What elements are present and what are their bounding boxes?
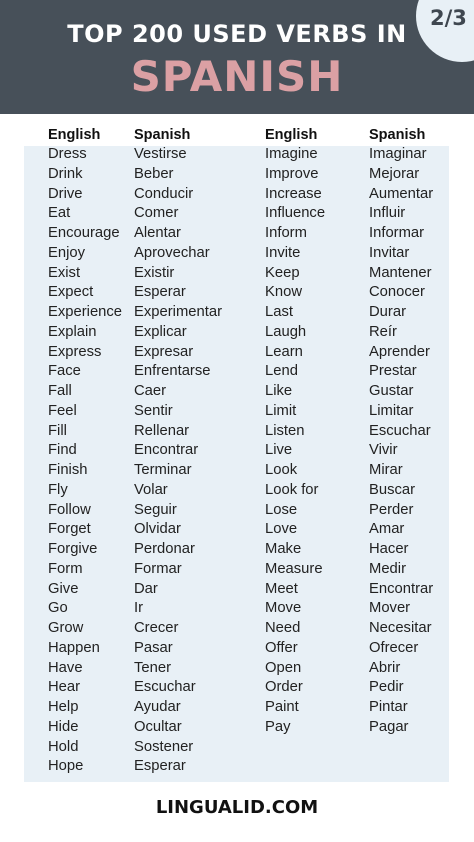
word-cell: Finish bbox=[48, 462, 88, 478]
word-cell: Hold bbox=[48, 738, 79, 755]
word-cell: Medir bbox=[369, 560, 406, 577]
word-cell: Have bbox=[48, 659, 83, 676]
word-cell: Feel bbox=[48, 402, 77, 419]
word-cell: Need bbox=[265, 620, 301, 636]
word-cell: Open bbox=[265, 659, 302, 676]
word-cell: Encourage bbox=[48, 225, 120, 241]
word-cell: Meet bbox=[265, 580, 298, 597]
word-cell: Follow bbox=[48, 501, 91, 518]
word-cell: Imaginar bbox=[369, 146, 427, 162]
word-cell: Explicar bbox=[134, 323, 187, 340]
word-cell: Hope bbox=[48, 758, 84, 775]
english-column-header: English bbox=[265, 127, 318, 143]
word-cell: Laugh bbox=[265, 323, 307, 340]
word-cell: Alentar bbox=[134, 225, 181, 241]
word-cell: Experience bbox=[48, 304, 123, 320]
word-cell: Order bbox=[265, 679, 303, 696]
word-cell: Conocer bbox=[369, 284, 425, 301]
word-cell: Help bbox=[48, 699, 79, 715]
word-cell: Learn bbox=[265, 343, 303, 360]
right-spanish-column bbox=[369, 126, 433, 738]
word-cell: Terminar bbox=[134, 462, 192, 478]
word-cell: Esperar bbox=[134, 284, 186, 301]
word-cell: Pay bbox=[265, 718, 291, 735]
word-cell: Dress bbox=[48, 146, 87, 162]
word-cell: Escuchar bbox=[369, 422, 431, 439]
word-cell: Conducir bbox=[134, 185, 194, 202]
title-line-1: TOP 200 USED VERBS IN bbox=[67, 20, 407, 48]
word-cell: Hacer bbox=[369, 541, 409, 557]
word-cell: Informar bbox=[369, 225, 425, 241]
word-cell: Mejorar bbox=[369, 165, 420, 182]
word-cell: Formar bbox=[134, 560, 182, 577]
word-cell: Pagar bbox=[369, 718, 409, 735]
word-cell: Durar bbox=[369, 304, 406, 320]
english-column-header: English bbox=[48, 127, 101, 143]
word-cell: Improve bbox=[265, 165, 319, 182]
word-cell: Ofrecer bbox=[369, 639, 419, 656]
word-cell: Comer bbox=[134, 205, 179, 222]
word-cell: Go bbox=[48, 600, 68, 617]
word-cell: Limit bbox=[265, 402, 297, 419]
word-cell: Experimentar bbox=[134, 304, 222, 320]
word-cell: Abrir bbox=[369, 659, 401, 676]
word-cell: Keep bbox=[265, 264, 300, 281]
word-cell: Influence bbox=[265, 205, 326, 222]
word-cell: Exist bbox=[48, 264, 81, 281]
word-cell: Prestar bbox=[369, 363, 417, 380]
word-cell: Escuchar bbox=[134, 679, 196, 696]
right-english-column bbox=[265, 126, 325, 738]
word-cell: Like bbox=[265, 383, 293, 399]
word-cell: Forgive bbox=[48, 541, 98, 557]
word-cell: Encontrar bbox=[369, 580, 434, 597]
word-cell: Ocultar bbox=[134, 718, 182, 735]
word-cell: Aprender bbox=[369, 343, 430, 360]
word-cell: Aumentar bbox=[369, 185, 434, 202]
word-cell: Gustar bbox=[369, 383, 414, 399]
word-cell: Amar bbox=[369, 521, 405, 538]
word-cell: Measure bbox=[265, 560, 323, 577]
footer-website: LINGUALID.COM bbox=[155, 797, 319, 818]
word-cell: Mirar bbox=[369, 462, 403, 478]
word-cell: Love bbox=[265, 521, 298, 538]
word-cell: Sostener bbox=[134, 738, 194, 755]
word-cell: Lend bbox=[265, 363, 298, 380]
word-cell: Happen bbox=[48, 639, 100, 656]
word-cell: Crecer bbox=[134, 620, 179, 636]
word-cell: Hide bbox=[48, 718, 79, 735]
word-cell: Express bbox=[48, 343, 102, 360]
word-cell: Invitar bbox=[369, 244, 410, 261]
word-cell: Fill bbox=[48, 422, 67, 439]
word-cell: Know bbox=[265, 284, 303, 301]
word-cell: Face bbox=[48, 363, 81, 380]
header-banner bbox=[0, 0, 474, 114]
word-cell: Hear bbox=[48, 679, 81, 696]
word-cell: Look for bbox=[265, 481, 319, 498]
word-cell: Explain bbox=[48, 323, 97, 340]
word-cell: Mover bbox=[369, 600, 411, 617]
word-cell: Encontrar bbox=[134, 442, 199, 459]
word-cell: Inform bbox=[265, 225, 307, 241]
word-cell: Fly bbox=[48, 481, 68, 498]
word-cell: Influir bbox=[369, 205, 406, 222]
word-cell: Listen bbox=[265, 422, 305, 439]
word-cell: Rellenar bbox=[134, 422, 190, 439]
word-cell: Mantener bbox=[369, 264, 432, 281]
word-cell: Expresar bbox=[134, 343, 194, 360]
word-cell: Last bbox=[265, 304, 293, 320]
word-cell: Imagine bbox=[265, 146, 318, 162]
word-cell: Volar bbox=[134, 481, 168, 498]
word-cell: Forget bbox=[48, 521, 91, 538]
word-cell: Invite bbox=[265, 244, 301, 261]
word-cell: Grow bbox=[48, 620, 84, 636]
word-cell: Limitar bbox=[369, 402, 414, 419]
word-cell: Olvidar bbox=[134, 521, 181, 538]
word-cell: Necesitar bbox=[369, 620, 432, 636]
word-cell: Beber bbox=[134, 165, 174, 182]
word-cell: Fall bbox=[48, 383, 72, 399]
word-cell: Pedir bbox=[369, 679, 404, 696]
word-cell: Perder bbox=[369, 501, 414, 518]
word-cell: Look bbox=[265, 462, 298, 478]
word-cell: Aprovechar bbox=[134, 244, 210, 261]
word-cell: Ir bbox=[134, 600, 144, 617]
word-cell: Existir bbox=[134, 264, 175, 281]
word-cell: Vivir bbox=[369, 442, 398, 459]
title-line-2: SPANISH bbox=[130, 52, 344, 101]
word-cell: Drive bbox=[48, 185, 83, 202]
word-cell: Drink bbox=[48, 165, 83, 182]
word-cell: Give bbox=[48, 580, 79, 597]
spanish-column-header: Spanish bbox=[369, 127, 426, 143]
word-cell: Perdonar bbox=[134, 541, 195, 557]
word-cell: Esperar bbox=[134, 758, 186, 775]
word-cell: Make bbox=[265, 541, 302, 557]
left-english-column bbox=[48, 126, 122, 777]
word-cell: Vestirse bbox=[134, 146, 187, 162]
spanish-column-header: Spanish bbox=[134, 127, 191, 143]
word-cell: Eat bbox=[48, 205, 71, 222]
word-cell: Enfrentarse bbox=[134, 363, 211, 380]
left-spanish-column bbox=[134, 126, 222, 777]
page-indicator-text: 2/3 bbox=[430, 6, 467, 30]
word-cell: Buscar bbox=[369, 481, 416, 498]
word-cell: Increase bbox=[265, 185, 322, 202]
word-cell: Form bbox=[48, 560, 83, 577]
word-cell: Tener bbox=[134, 659, 172, 676]
word-cell: Paint bbox=[265, 699, 299, 715]
word-cell: Expect bbox=[48, 284, 94, 301]
word-cell: Caer bbox=[134, 383, 167, 399]
word-cell: Offer bbox=[265, 639, 298, 656]
word-cell: Pintar bbox=[369, 699, 408, 715]
word-cell: Seguir bbox=[134, 501, 177, 518]
word-cell: Lose bbox=[265, 501, 298, 518]
word-cell: Enjoy bbox=[48, 244, 86, 261]
word-cell: Move bbox=[265, 600, 302, 617]
word-cell: Pasar bbox=[134, 639, 173, 656]
word-cell: Dar bbox=[134, 580, 158, 597]
word-cell: Ayudar bbox=[134, 699, 181, 715]
word-cell: Reír bbox=[369, 323, 397, 340]
word-cell: Live bbox=[265, 442, 293, 459]
word-cell: Sentir bbox=[134, 402, 173, 419]
word-cell: Find bbox=[48, 442, 77, 459]
